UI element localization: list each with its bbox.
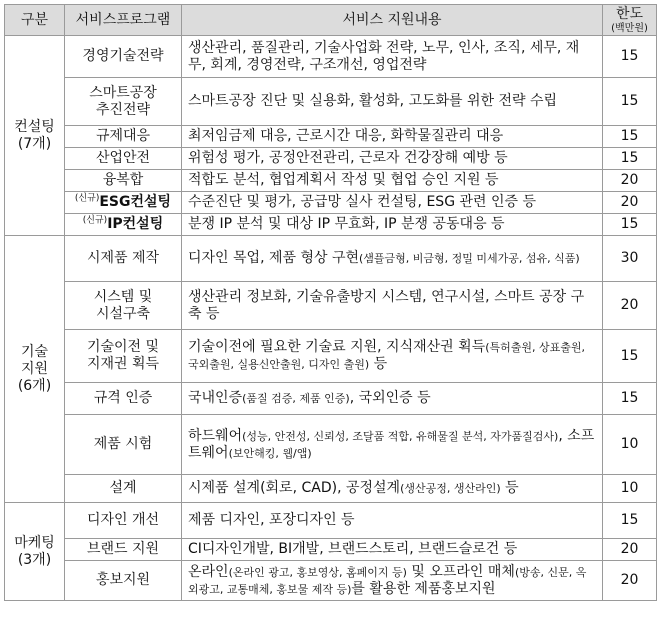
program-name: 융복합 xyxy=(65,170,182,192)
content-detail: (방송, 신문, 옥외광고, 교통매체, 홍보물 제작 등) xyxy=(188,565,587,596)
header-limit-unit: (백만원) xyxy=(611,23,648,34)
content-detail: (생산공정, 생산라인) xyxy=(400,482,501,495)
content-text: 를 활용한 제품홍보지원 xyxy=(351,580,496,597)
program-name: 규격 인증 xyxy=(65,383,182,415)
program-name xyxy=(65,192,182,214)
program-limit: 20 xyxy=(603,192,657,214)
program-content xyxy=(182,415,603,475)
program-name-line: 기술이전 및 xyxy=(86,339,160,355)
header-content: 서비스 지원내용 xyxy=(182,5,603,36)
program-name: 제품 시험 xyxy=(65,415,182,475)
table-row xyxy=(5,236,657,282)
program-name-text: IP컨설팅 xyxy=(107,216,164,232)
category-count: (7개) xyxy=(17,135,52,152)
content-text: 하드웨어 xyxy=(188,427,243,444)
table-row xyxy=(5,214,657,236)
category-name: 마케팅 xyxy=(14,534,55,551)
category-name: 기술 xyxy=(20,343,49,360)
program-content: 스마트공장 진단 및 실용화, 활성화, 고도화를 위한 전략 수립 xyxy=(182,78,603,126)
table-row xyxy=(5,170,657,192)
program-content: 위험성 평가, 공정안전관리, 근로자 건강장해 예방 등 xyxy=(182,148,603,170)
program-content: 생산관리 정보화, 기술유출방지 시스템, 연구시설, 스마트 공장 구축 등 xyxy=(182,282,603,330)
program-content xyxy=(182,236,603,282)
content-detail: (성능, 안전성, 신뢰성, 조달품 적합, 유해물질 분석, 자가품질검사) xyxy=(242,429,559,443)
program-limit: 10 xyxy=(603,415,657,475)
program-name: 브랜드 지원 xyxy=(65,539,182,561)
new-badge: (신규) xyxy=(82,215,108,226)
category-cell-marketing xyxy=(5,503,65,601)
content-text: 온라인 xyxy=(188,563,229,580)
content-text: 시제품 설계(회로, CAD), 공정설계 xyxy=(188,480,401,496)
content-text: , 국외인증 등 xyxy=(349,390,431,406)
content-detail: (샘플금형, 비금형, 정밀 미세가공, 섬유, 식품) xyxy=(359,252,580,265)
service-program-table xyxy=(4,4,657,601)
program-limit: 15 xyxy=(603,330,657,383)
program-name: 시제품 제작 xyxy=(65,236,182,282)
header-limit xyxy=(603,5,657,36)
program-content xyxy=(182,330,603,383)
program-name-line: 지재권 획득 xyxy=(86,356,160,372)
program-name-line: 시설구축 xyxy=(95,305,151,322)
content-text: 등 xyxy=(500,480,519,496)
program-name: 디자인 개선 xyxy=(65,503,182,539)
program-name xyxy=(65,78,182,126)
table-row xyxy=(5,383,657,415)
table-row xyxy=(5,539,657,561)
table-row xyxy=(5,282,657,330)
program-name xyxy=(65,214,182,236)
new-badge: (신규) xyxy=(74,193,100,204)
content-text: , 소프트웨어 xyxy=(188,427,595,461)
program-name-line: 추진전략 xyxy=(95,101,151,118)
program-limit: 15 xyxy=(603,78,657,126)
program-name: 규제대응 xyxy=(65,126,182,148)
program-name: 경영기술전략 xyxy=(65,36,182,78)
content-text: 국내인증 xyxy=(188,390,243,406)
program-content xyxy=(182,475,603,503)
program-limit: 20 xyxy=(603,539,657,561)
program-limit: 15 xyxy=(603,383,657,415)
table-row xyxy=(5,330,657,383)
content-text: 디자인 목업, 제품 형상 구현 xyxy=(188,250,360,266)
content-text: 및 오프라인 매체 xyxy=(406,563,515,580)
program-name xyxy=(65,330,182,383)
program-limit: 15 xyxy=(603,148,657,170)
program-content: 제품 디자인, 포장디자인 등 xyxy=(182,503,603,539)
program-content: 수준진단 및 평가, 공급망 실사 컨설팅, ESG 관련 인증 등 xyxy=(182,192,603,214)
program-limit: 30 xyxy=(603,236,657,282)
program-name-text: ESG컨설팅 xyxy=(99,194,172,210)
program-limit: 15 xyxy=(603,36,657,78)
program-limit: 20 xyxy=(603,282,657,330)
table-row xyxy=(5,78,657,126)
program-content: 생산관리, 품질관리, 기술사업화 전략, 노무, 인사, 조직, 세무, 재무, 회계, 경영전략, 구조개선, 영업전략 xyxy=(182,36,603,78)
table-row xyxy=(5,126,657,148)
program-name: 산업안전 xyxy=(65,148,182,170)
header-limit-label: 한도 xyxy=(615,6,644,22)
table-row xyxy=(5,148,657,170)
category-name: 컨설팅 xyxy=(14,118,55,135)
content-detail: (품질 검증, 제품 인증) xyxy=(242,392,350,405)
program-name: 설계 xyxy=(65,475,182,503)
category-count: (6개) xyxy=(17,377,52,394)
program-name-line: 스마트공장 xyxy=(89,84,157,101)
table-row xyxy=(5,415,657,475)
program-limit: 20 xyxy=(603,561,657,601)
program-content: 분쟁 IP 분석 및 대상 IP 무효화, IP 분쟁 공동대응 등 xyxy=(182,214,603,236)
program-name: 홍보지원 xyxy=(65,561,182,601)
program-limit: 15 xyxy=(603,503,657,539)
category-cell-consulting xyxy=(5,36,65,236)
program-limit: 15 xyxy=(603,126,657,148)
content-text: 등 xyxy=(369,356,388,372)
program-name-line: 시스템 및 xyxy=(93,288,153,305)
category-count: (3개) xyxy=(17,551,52,568)
category-name: 지원 xyxy=(20,360,49,377)
program-content: CI디자인개발, BI개발, 브랜드스토리, 브랜드슬로건 등 xyxy=(182,539,603,561)
content-detail: (보안해킹, 웹/앱) xyxy=(228,446,312,460)
content-detail: (특허출원, 상표출원, 국외출원, 실용신안출원, 디자인 출원) xyxy=(188,341,585,371)
table-row xyxy=(5,503,657,539)
table-row xyxy=(5,192,657,214)
program-content xyxy=(182,561,603,601)
program-content: 적합도 분석, 협업계획서 작성 및 협업 승인 지원 등 xyxy=(182,170,603,192)
table-header-row xyxy=(5,5,657,36)
table-row xyxy=(5,36,657,78)
table-row xyxy=(5,475,657,503)
header-program: 서비스프로그램 xyxy=(65,5,182,36)
content-detail: (온라인 광고, 홍보영상, 홈페이지 등) xyxy=(228,565,407,579)
program-limit: 15 xyxy=(603,214,657,236)
program-content xyxy=(182,383,603,415)
table-row xyxy=(5,561,657,601)
content-text: 기술이전에 필요한 기술료 지원, 지식재산권 획득 xyxy=(188,339,486,355)
category-cell-tech-support xyxy=(5,236,65,503)
header-category: 구분 xyxy=(5,5,65,36)
program-limit: 10 xyxy=(603,475,657,503)
program-limit: 20 xyxy=(603,170,657,192)
program-content: 최저임금제 대응, 근로시간 대응, 화학물질관리 대응 xyxy=(182,126,603,148)
program-name xyxy=(65,282,182,330)
